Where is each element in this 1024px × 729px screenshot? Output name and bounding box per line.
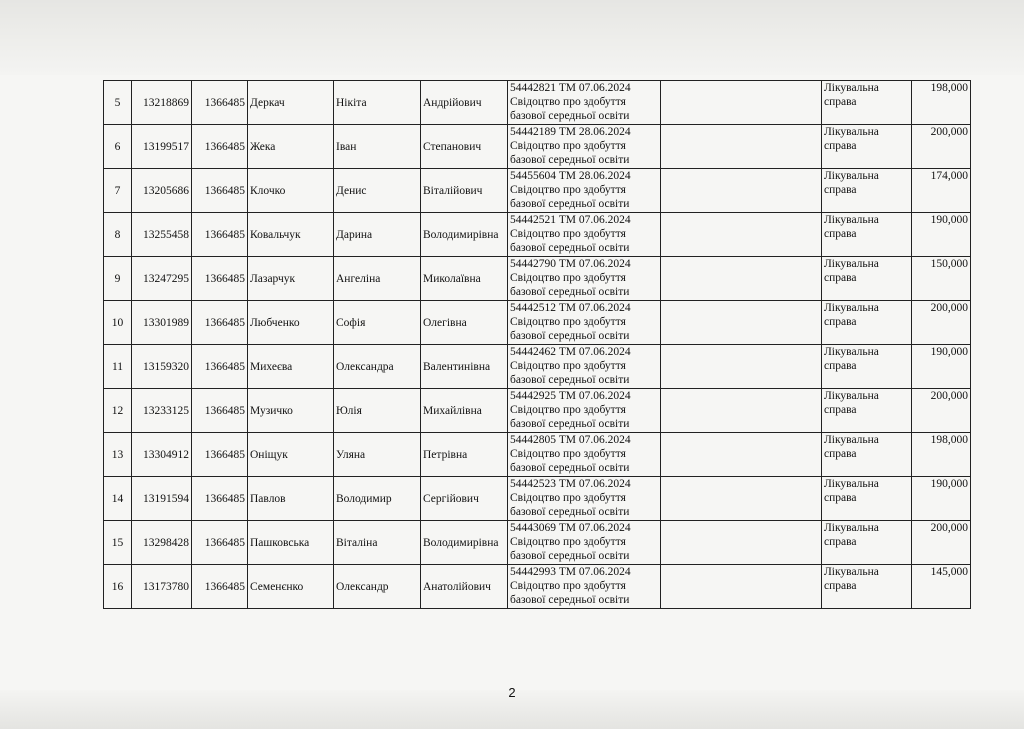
table-row [104,345,971,389]
row-number-cell: 12 [104,389,132,433]
table-row [104,477,971,521]
application-id-cell: 13301989 [132,301,192,345]
specialty-cell [822,565,912,609]
specialty-cell [822,477,912,521]
education-document-line: Свідоцтво про здобуття [510,448,626,460]
specialty-line: справа [824,404,857,416]
specialty-line: Лікувальна [824,566,879,578]
specialty-line: справа [824,448,857,460]
program-code-cell: 1366485 [192,301,248,345]
program-code-cell: 1366485 [192,521,248,565]
education-document-cell [508,257,661,301]
surname-cell: Оніщук [248,433,334,477]
table-row [104,565,971,609]
score-cell: 200,000 [912,301,971,345]
education-document-line: базової середньої освіти [510,506,630,518]
education-document-cell [508,389,661,433]
patronymic-cell: Володимирівна [421,521,508,565]
education-document-line: Свідоцтво про здобуття [510,272,626,284]
row-number-cell: 15 [104,521,132,565]
first-name-cell: Дарина [334,213,421,257]
applicants-table [103,80,971,609]
first-name-cell: Віталіна [334,521,421,565]
note-cell [661,301,822,345]
specialty-line: справа [824,272,857,284]
applicants-table-body [104,81,971,609]
first-name-cell: Софія [334,301,421,345]
program-code-cell: 1366485 [192,213,248,257]
specialty-cell [822,125,912,169]
note-cell [661,433,822,477]
surname-cell: Музичко [248,389,334,433]
specialty-line: справа [824,360,857,372]
specialty-cell [822,213,912,257]
table-row [104,169,971,213]
education-document-line: базової середньої освіти [510,462,630,474]
application-id-cell: 13205686 [132,169,192,213]
score-cell: 200,000 [912,125,971,169]
row-number-cell: 7 [104,169,132,213]
score-cell: 190,000 [912,477,971,521]
note-cell [661,125,822,169]
education-document-line: базової середньої освіти [510,286,630,298]
education-document-cell [508,345,661,389]
patronymic-cell: Степанович [421,125,508,169]
education-document-line: Свідоцтво про здобуття [510,184,626,196]
first-name-cell: Юлія [334,389,421,433]
program-code-cell: 1366485 [192,565,248,609]
specialty-line: справа [824,140,857,152]
specialty-line: справа [824,96,857,108]
education-document-line: 54442189 ТМ 28.06.2024 [510,126,631,138]
program-code-cell: 1366485 [192,257,248,301]
page-number: 2 [508,685,516,700]
education-document-line: 54442523 ТМ 07.06.2024 [510,478,631,490]
table-row [104,257,971,301]
score-cell: 200,000 [912,389,971,433]
note-cell [661,389,822,433]
patronymic-cell: Олегівна [421,301,508,345]
table-row [104,433,971,477]
patronymic-cell: Сергійович [421,477,508,521]
surname-cell: Деркач [248,81,334,125]
education-document-cell [508,301,661,345]
specialty-line: Лікувальна [824,434,879,446]
surname-cell: Михеєва [248,345,334,389]
education-document-line: Свідоцтво про здобуття [510,360,626,372]
table-row [104,521,971,565]
specialty-cell [822,301,912,345]
note-cell [661,521,822,565]
first-name-cell: Нікіта [334,81,421,125]
note-cell [661,169,822,213]
first-name-cell: Володимир [334,477,421,521]
specialty-line: справа [824,184,857,196]
education-document-line: базової середньої освіти [510,594,630,606]
patronymic-cell: Петрівна [421,433,508,477]
application-id-cell: 13304912 [132,433,192,477]
score-cell: 174,000 [912,169,971,213]
education-document-line: 54442512 ТМ 07.06.2024 [510,302,631,314]
education-document-cell [508,81,661,125]
program-code-cell: 1366485 [192,433,248,477]
application-id-cell: 13191594 [132,477,192,521]
table-row [104,389,971,433]
first-name-cell: Олександра [334,345,421,389]
specialty-line: Лікувальна [824,390,879,402]
row-number-cell: 14 [104,477,132,521]
program-code-cell: 1366485 [192,81,248,125]
score-cell: 198,000 [912,81,971,125]
education-document-cell [508,125,661,169]
education-document-line: 54455604 ТМ 28.06.2024 [510,170,631,182]
specialty-cell [822,81,912,125]
specialty-line: справа [824,228,857,240]
specialty-line: Лікувальна [824,302,879,314]
education-document-line: Свідоцтво про здобуття [510,140,626,152]
program-code-cell: 1366485 [192,345,248,389]
education-document-line: базової середньої освіти [510,198,630,210]
surname-cell: Любченко [248,301,334,345]
score-cell: 198,000 [912,433,971,477]
education-document-line: базової середньої освіти [510,154,630,166]
education-document-cell [508,477,661,521]
program-code-cell: 1366485 [192,389,248,433]
patronymic-cell: Михайлівна [421,389,508,433]
education-document-line: 54442521 ТМ 07.06.2024 [510,214,631,226]
specialty-cell [822,389,912,433]
education-document-line: базової середньої освіти [510,550,630,562]
specialty-line: справа [824,536,857,548]
specialty-cell [822,169,912,213]
row-number-cell: 11 [104,345,132,389]
row-number-cell: 9 [104,257,132,301]
row-number-cell: 6 [104,125,132,169]
application-id-cell: 13199517 [132,125,192,169]
education-document-line: 54442805 ТМ 07.06.2024 [510,434,631,446]
surname-cell: Ковальчук [248,213,334,257]
specialty-cell [822,345,912,389]
note-cell [661,213,822,257]
table-row [104,125,971,169]
program-code-cell: 1366485 [192,477,248,521]
patronymic-cell: Валентинівна [421,345,508,389]
education-document-cell [508,213,661,257]
education-document-cell [508,433,661,477]
surname-cell: Клочко [248,169,334,213]
specialty-line: Лікувальна [824,478,879,490]
patronymic-cell: Володимирівна [421,213,508,257]
education-document-line: Свідоцтво про здобуття [510,228,626,240]
specialty-line: Лікувальна [824,82,879,94]
score-cell: 190,000 [912,345,971,389]
program-code-cell: 1366485 [192,125,248,169]
specialty-line: Лікувальна [824,346,879,358]
education-document-cell [508,565,661,609]
patronymic-cell: Андрійович [421,81,508,125]
education-document-line: базової середньої освіти [510,242,630,254]
scan-top-edge [0,0,1024,75]
score-cell: 200,000 [912,521,971,565]
education-document-line: 54442790 ТМ 07.06.2024 [510,258,631,270]
first-name-cell: Ангеліна [334,257,421,301]
specialty-cell [822,257,912,301]
application-id-cell: 13218869 [132,81,192,125]
specialty-cell [822,521,912,565]
patronymic-cell: Миколаївна [421,257,508,301]
education-document-line: базової середньої освіти [510,374,630,386]
table-row [104,213,971,257]
surname-cell: Семенєнко [248,565,334,609]
score-cell: 190,000 [912,213,971,257]
first-name-cell: Денис [334,169,421,213]
education-document-line: Свідоцтво про здобуття [510,96,626,108]
surname-cell: Пашковська [248,521,334,565]
note-cell [661,565,822,609]
specialty-line: справа [824,316,857,328]
note-cell [661,257,822,301]
row-number-cell: 16 [104,565,132,609]
specialty-line: Лікувальна [824,126,879,138]
education-document-line: 54442821 ТМ 07.06.2024 [510,82,631,94]
note-cell [661,81,822,125]
application-id-cell: 13247295 [132,257,192,301]
score-cell: 150,000 [912,257,971,301]
specialty-line: справа [824,492,857,504]
specialty-line: справа [824,580,857,592]
education-document-line: Свідоцтво про здобуття [510,492,626,504]
table-row [104,301,971,345]
education-document-line: Свідоцтво про здобуття [510,404,626,416]
row-number-cell: 5 [104,81,132,125]
education-document-line: 54442993 ТМ 07.06.2024 [510,566,631,578]
score-cell: 145,000 [912,565,971,609]
application-id-cell: 13233125 [132,389,192,433]
education-document-cell [508,169,661,213]
specialty-line: Лікувальна [824,214,879,226]
application-id-cell: 13173780 [132,565,192,609]
education-document-line: базової середньої освіти [510,330,630,342]
application-id-cell: 13298428 [132,521,192,565]
patronymic-cell: Анатолійович [421,565,508,609]
education-document-line: базової середньої освіти [510,418,630,430]
surname-cell: Павлов [248,477,334,521]
education-document-line: Свідоцтво про здобуття [510,580,626,592]
education-document-line: Свідоцтво про здобуття [510,536,626,548]
program-code-cell: 1366485 [192,169,248,213]
surname-cell: Жека [248,125,334,169]
application-id-cell: 13159320 [132,345,192,389]
surname-cell: Лазарчук [248,257,334,301]
application-id-cell: 13255458 [132,213,192,257]
education-document-line: базової середньої освіти [510,110,630,122]
first-name-cell: Уляна [334,433,421,477]
first-name-cell: Олександр [334,565,421,609]
row-number-cell: 13 [104,433,132,477]
patronymic-cell: Віталійович [421,169,508,213]
education-document-line: 54442925 ТМ 07.06.2024 [510,390,631,402]
row-number-cell: 8 [104,213,132,257]
row-number-cell: 10 [104,301,132,345]
table-row [104,81,971,125]
note-cell [661,477,822,521]
specialty-cell [822,433,912,477]
specialty-line: Лікувальна [824,258,879,270]
first-name-cell: Іван [334,125,421,169]
specialty-line: Лікувальна [824,170,879,182]
education-document-line: 54443069 ТМ 07.06.2024 [510,522,631,534]
specialty-line: Лікувальна [824,522,879,534]
education-document-line: 54442462 ТМ 07.06.2024 [510,346,631,358]
note-cell [661,345,822,389]
education-document-cell [508,521,661,565]
education-document-line: Свідоцтво про здобуття [510,316,626,328]
